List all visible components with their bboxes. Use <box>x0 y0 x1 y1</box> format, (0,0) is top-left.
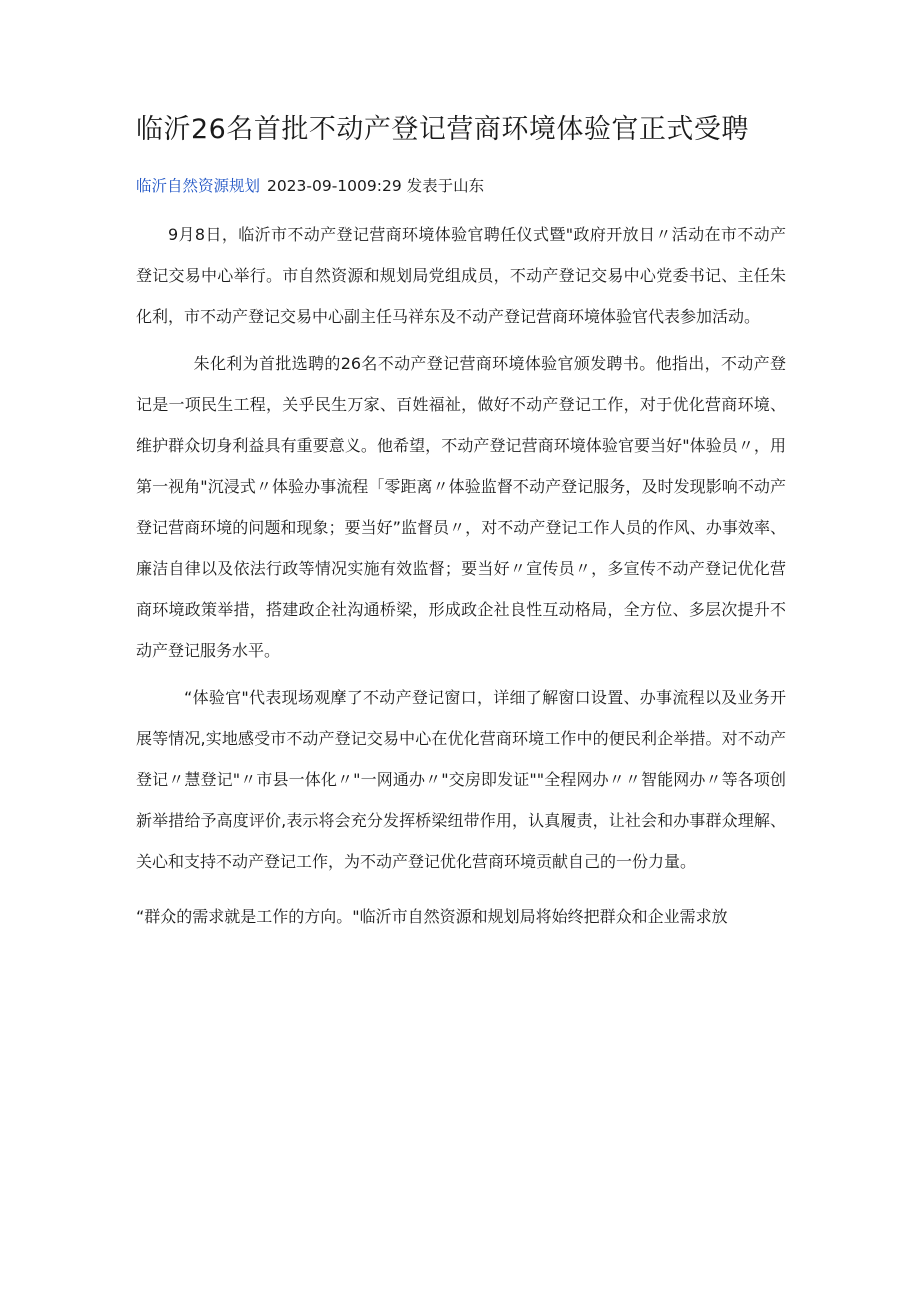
paragraph-3: “体验官"代表现场观摩了不动产登记窗口，详细了解窗口设置、办事流程以及业务开展等情况,实地感受市不动产登记交易中心在优化营商环境工作中的便民利企举措。对不动产登记〃慧登记"〃市县一体化〃"一网通办〃"交房即发证""全程网办〃〃智能网办〃等各项创新举措给予高度评价,表示将会充分发挥桥梁纽带作用，认真履责，让社会和办事群众理解、关心和支持不动产登记工作，为不动产登记优化营商环境贡献自己的一份力量。 <box>136 688 786 871</box>
article-title: 临沂26名首批不动产登记营商环境体验官正式受聘 <box>136 114 749 145</box>
source-link[interactable]: 临沂自然资源规划 <box>136 177 261 195</box>
article-meta <box>136 174 796 198</box>
paragraph-1: 9月8日，临沂市不动产登记营商环境体验官聘任仪式暨"政府开放日〃活动在市不动产登记交易中心举行。市自然资源和规划局党组成员，不动产登记交易中心党委书记、主任朱化利，市不动产登记交易中心副主任马祥东及不动产登记营商环境体验官代表参加活动。 <box>136 225 786 326</box>
paragraph-4: “群众的需求就是工作的方向。"临沂市自然资源和规划局将始终把群众和企业需求放 <box>136 907 728 926</box>
paragraph-2: 朱化利为首批选聘的26名不动产登记营商环境体验官颁发聘书。他指出，不动产登记是一项民生工程，关乎民生万家、百姓福祉，做好不动产登记工作，对于优化营商环境、维护群众切身利益具有重要意义。他希望，不动产登记营商环境体验官要当好"体验员〃，用第一视角"沉浸式〃体验办事流程「零距离〃体验监督不动产登记服务，及时发现影响不动产登记营商环境的问题和现象；要当好”监督员〃，对不动产登记工作人员的作风、办事效率、廉洁自律以及依法行政等情况实施有效监督；要当好〃宣传员〃，多宣传不动产登记优化营商环境政策举措，搭建政企社沟通桥梁，形成政企社良性互动格局，全方位、多层次提升不动产登记服务水平。 <box>136 354 786 660</box>
publish-datetime: 2023-09-1009:29 <box>266 177 402 195</box>
publish-location: 发表于山东 <box>406 177 485 195</box>
article-body <box>136 214 786 943</box>
